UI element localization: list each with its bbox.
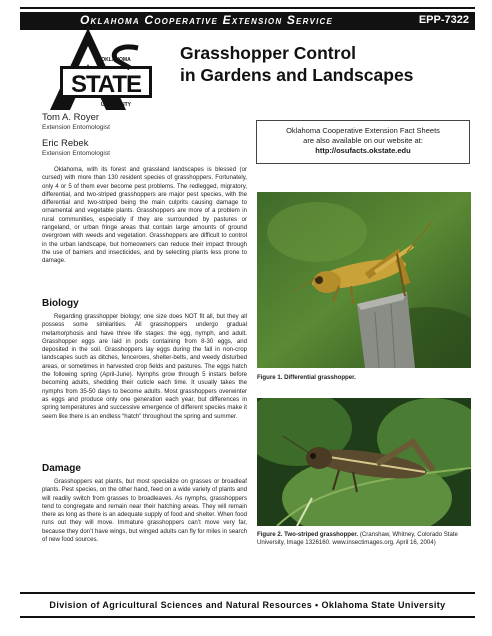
fact-box-line-1: Oklahoma Cooperative Extension Fact Sheets — [286, 126, 440, 135]
biology-paragraph: Regarding grasshopper biology; one size does NOT fit all, but they all possess some similarities. All grasshoppers undergo gradual metamorphosis and have three life stages: the egg, nymph, and adult. Grasshopper eggs are laid in pods containing from 8-30 eggs, and deposited in the soil. Grasshoppers lay eggs during the fall in non-crop landscapes such as ditches, fencerows, shelter-belts, and weedy disturbed areas, or sometimes in harvested crop fields and pastures. The eggs hatch the following spring (April-June). Nymphs grow through 5 instars before becoming adults, shedding their cuticle each time. It usually takes the nymphs from 35-50 days to become adults. Most grasshoppers overwinter as eggs and produce only one generation each year, but differences in spring temperatures and successive emergence of different species make it seem like there is an endless “hatch” throughout the spring and summer. — [42, 313, 247, 420]
fact-sheet-box — [256, 120, 470, 164]
fact-box-line-2: are also available on our website at: — [303, 136, 423, 145]
damage-heading: Damage — [42, 463, 81, 474]
publication-code: EPP-7322 — [418, 14, 469, 26]
top-rule — [20, 7, 475, 9]
figure-1-photo — [257, 192, 471, 368]
footer-text: Division of Agricultural Sciences and Natural Resources • Oklahoma State University — [49, 600, 446, 610]
svg-text:UNIVERSITY: UNIVERSITY — [100, 102, 132, 108]
osu-logo — [50, 28, 160, 118]
title-line-2: in Gardens and Landscapes — [180, 65, 414, 85]
figure-2-photo — [257, 398, 471, 526]
biology-heading: Biology — [42, 298, 79, 309]
svg-text:STATE: STATE — [70, 71, 142, 98]
page-title — [180, 42, 460, 86]
author-role: Extension Entomologist — [42, 150, 110, 157]
author-role: Extension Entomologist — [42, 124, 110, 131]
author-2 — [42, 138, 110, 157]
author-1 — [42, 112, 110, 131]
intro-paragraph: Oklahoma, with its forest and grassland landscapes is blessed (or cursed) with more than 130 resident species of grasshoppers. Fortunately, only 4 or 5 of them ever become pest problems. The redlegged, migratory, differential, and two-striped grasshoppers are major pest species, with the differential and two-striped being the main culprits causing damage to ornamental and vegetable plants. Grasshoppers are more of a problem in rural communities, especially if they are surrounded by pastures or rangeland, or urban fringe areas that contain large amounts of ground overgrown with weeds and vegetation. Grasshoppers are difficult to control in the urban landscape, but homeowners can reduce their impact through the use of barriers and insecticides, and by selecting plants less prone to damage. — [42, 166, 247, 265]
figure-1-caption: Figure 1. Differential grasshopper. — [257, 374, 356, 381]
author-name: Tom A. Royer — [42, 112, 100, 123]
footer-rule-bottom — [20, 616, 475, 618]
svg-text:OKLAHOMA: OKLAHOMA — [101, 57, 131, 63]
extension-service-name: Oklahoma Cooperative Extension Service — [80, 13, 334, 27]
figure-2-caption: Figure 2. Two-striped grasshopper. (Cranshaw, Whitney, Colorado State University, Image 1326160. www.insectimages.org. April 16, 2004) — [257, 531, 458, 546]
osu-logo-graphic — [50, 28, 160, 118]
damage-paragraph: Grasshoppers eat plants, but most specialize on grasses or broadleaf plants. Pest species, on the other hand, feed on a wide variety of plants and will readily switch from grasses to broadleaves. As nymphs, grasshoppers tend to congregate and remain near their hatching areas. They will remain there as long as there is an adequate supply of food and shelter. When food runs out they will move. Immature grasshoppers can’t move very far, because they don’t have wings, but winged adults can fly for miles in search of new food sources. — [42, 478, 247, 544]
fact-box-url[interactable]: http://osufacts.okstate.edu — [315, 146, 411, 155]
author-name: Eric Rebek — [42, 138, 89, 149]
footer-rule — [20, 592, 475, 594]
title-line-1: Grasshopper Control — [180, 43, 356, 63]
